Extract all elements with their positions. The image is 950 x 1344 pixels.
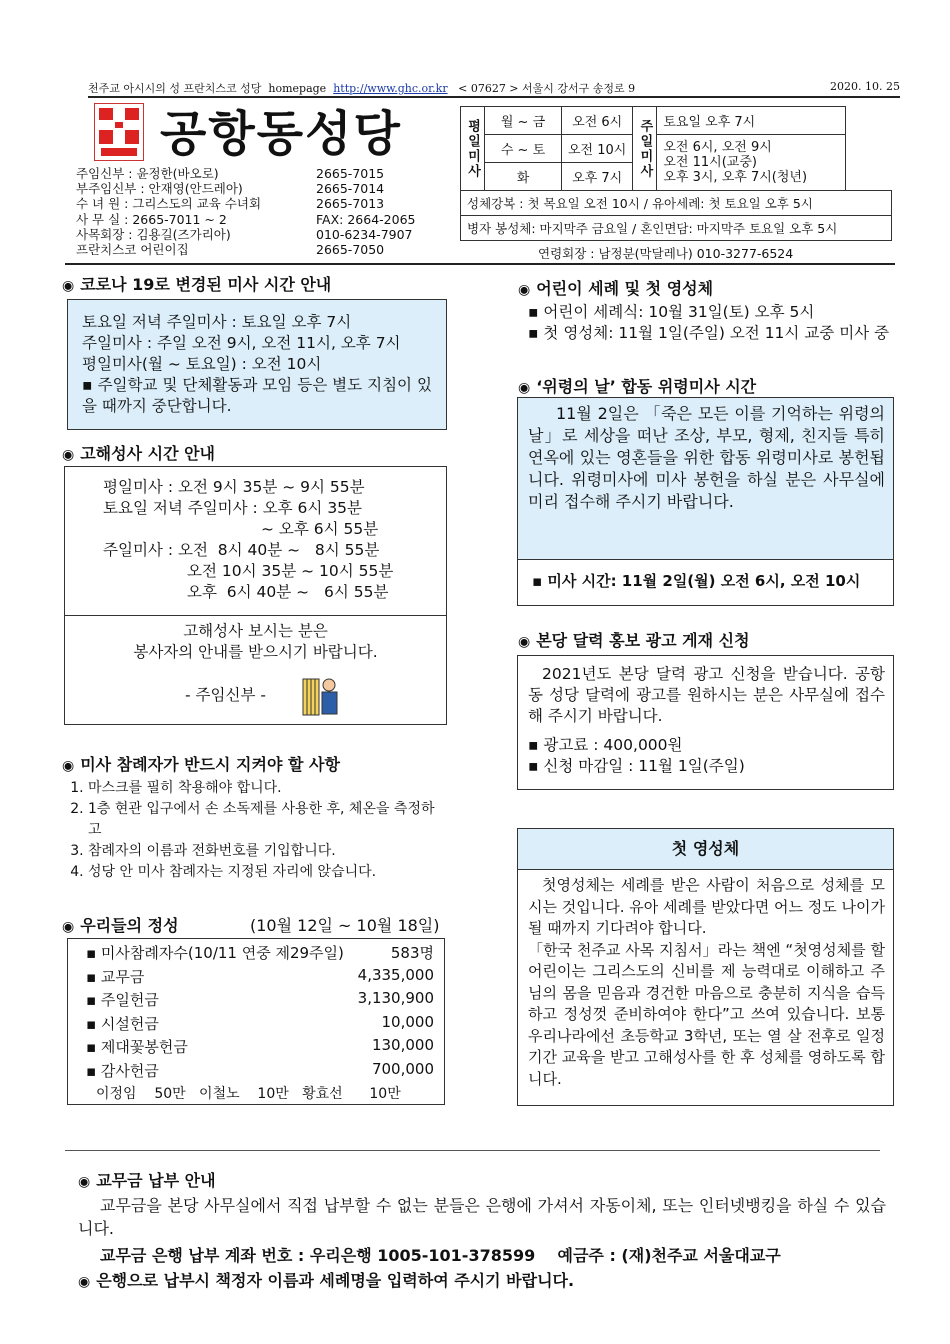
weekday-mass-label: 평일미사	[461, 107, 485, 191]
baptism-heading: ◉ 어린이 세례 및 첫 영성체	[518, 279, 714, 298]
first-communion-heading: 첫 영성체	[518, 829, 893, 870]
list-item: 3. 참례자의 이름과 전화번호를 기입합니다.	[88, 841, 446, 862]
homepage-link[interactable]: http://www.ghc.or.kr	[333, 82, 448, 95]
calendar-heading: ◉ 본당 달력 홍보 광고 게재 신청	[518, 631, 750, 650]
footer-divider	[65, 1150, 880, 1151]
sunday-mass-label: 주일미사	[633, 107, 657, 191]
offerings-heading: ◉ 우리들의 정성	[62, 916, 179, 935]
tithe-heading: ◉ 교무금 납부 안내	[78, 1171, 216, 1190]
table-row: ▪ 주일헌금 3,130,900	[86, 989, 434, 1009]
header-info-line	[88, 80, 900, 96]
pastor-signature: - 주임신부 -	[185, 686, 266, 704]
confession-note: 고해성사 보시는 분은 봉사자의 안내를 받으시기 바랍니다.	[133, 622, 378, 661]
first-communion-box	[517, 828, 894, 1106]
header-divider-bottom	[65, 263, 895, 265]
list-item: 1. 마스크를 필히 착용해야 합니다.	[88, 778, 446, 799]
parish-logo	[94, 103, 144, 161]
table-row: ▪ 감사헌금 700,000	[86, 1059, 434, 1080]
table-row: ▪ 시설헌금 10,000	[86, 1012, 434, 1033]
rules-heading: ◉ 미사 참례자가 반드시 지켜야 할 사항	[62, 755, 340, 774]
calendar-deadline: ▪ 신청 마감일 : 11월 1일(주일)	[528, 757, 745, 775]
offerings-period: (10월 12일 ~ 10월 18일)	[250, 916, 440, 935]
table-row: ▪ 미사참례자수(10/11 연중 제29주일) 583명	[86, 944, 434, 962]
calendar-fee: ▪ 광고료 : 400,000원	[528, 736, 683, 754]
corona-box: 토요일 저녁 주일미사 : 토요일 오후 7시 주일미사 : 주일 오전 9시, 오전 11시, 오후 7시 평일미사(월 ~ 토요일) : 오전 10시 ▪ 주일학교 및 단체활동과 모임 등은 별도 지침이 있을 때까지 중단합니다.	[67, 299, 447, 430]
tithe-note: ◉ 은행으로 납부시 책정자 이름과 세례명을 입력하여 주시기 바랍니다.	[78, 1271, 575, 1290]
memorial-box	[517, 397, 894, 606]
calendar-body: 2021년도 본당 달력 광고 신청을 받습니다. 공항동 성당 달력에 광고를 원하시는 분은 사무실에 접수해 주시기 바랍니다.	[528, 665, 885, 725]
tithe-body: 교무금을 본당 사무실에서 직접 납부할 수 없는 분들은 은행에 가셔서 자동이체, 또는 인터넷뱅킹을 하실 수 있습니다.	[78, 1196, 886, 1238]
memorial-time: ▪ 미사 시간: 11월 2일(월) 오전 6시, 오전 10시	[532, 572, 861, 590]
confession-box	[64, 466, 447, 725]
tithe-account: 교무금 은행 납부 계좌 번호 : 우리은행 1005-101-378599 예금주 : (재)천주교 서울대교구	[100, 1246, 781, 1265]
baptism-details: ▪ 어린이 세례식: 10월 31일(토) 오후 5시 ▪ 첫 영성체: 11월 1일(주일) 오전 11시 교중 미사 중	[528, 303, 890, 342]
offerings-table	[67, 938, 445, 1105]
list-item: 4. 성당 안 미사 참례자는 지정된 자리에 앉습니다.	[88, 862, 446, 883]
confession-times: 평일미사 : 오전 9시 35분 ~ 9시 55분 토요일 저녁 주일미사 : 오후 6시 35분 ~ 오후 6시 55분 주일미사 : 오전 8시 40분 ~ 8시 55분 오전 10시 35분 ~ 10시 55분 오후 6시 40분 ~ 6시 55분	[103, 478, 394, 601]
memorial-heading: ◉ ‘위령의 날’ 합동 위령미사 시간	[518, 377, 757, 396]
sunday-mass-times: 오전 6시, 오전 9시 오전 11시(교중) 오후 3시, 오후 7시(청년)	[657, 135, 846, 191]
table-row: ▪ 제대꽃봉헌금 130,000	[86, 1036, 434, 1056]
corona-heading: ◉ 코로나 19로 변경된 미사 시간 안내	[62, 275, 332, 294]
memorial-body: 11월 2일은 「죽은 모든 이를 기억하는 위령의 날」로 세상을 떠난 조상, 부모, 형제, 친지들 특히 연옥에 있는 영혼들을 위한 합동 위령미사로 봉헌됩니다. 위령미사에 미사 봉헌을 하실 분은 사무실에 미리 접수해 주시기 바랍니다.	[518, 398, 893, 560]
page-title: 공항동성당	[160, 106, 402, 162]
parish-info: 천주교 아시시의 성 프란치스코 성당	[88, 82, 262, 95]
confession-divider	[65, 615, 446, 616]
address: < 07627 > 서울시 강서구 송정로 9	[458, 82, 636, 95]
homepage-label: homepage	[268, 82, 327, 95]
issue-date: 2020. 10. 25	[830, 80, 900, 93]
first-communion-body: 첫영성체는 세례를 받은 사람이 처음으로 성체를 모시는 것입니다. 유아 세례를 받았다면 어느 정도 나이가 될 때까지 기다려야 합니다. 「한국 천주교 사목 지침서」라는 책엔 “첫영성체를 할 어린이는 그리스도의 신비를 제 능력대로 이해하고 주님의 몸을 믿음과 경건한 마음으로 충분히 지식을 습득하고 정성껏 준비하여야 한다”고 쓰여 있습니다. 보통 우리나라에선 초등학교 3학년, 또는 열 살 전후로 일정 기간 교육을 받고 고해성사를 한 후 성체를 영하도록 합니다.	[528, 876, 885, 1088]
mass-schedule-table: 평일미사 월 ~ 금 오전 6시 주일미사 토요일 오후 7시 수 ~ 토 오전 10시 오전 6시, 오전 9시 오전 11시(교중) 오후 3시, 오후 7시(청년) 화 오후 7시	[460, 106, 846, 191]
priest-illustration-icon	[301, 673, 341, 717]
calendar-box	[517, 655, 894, 790]
church-emblem-icon	[95, 104, 143, 160]
rules-list	[66, 778, 446, 883]
contact-line: 연령회장 : 남정분(막달레나) 010-3277-6524	[538, 246, 794, 261]
table-row: ▪ 교무금 4,335,000	[86, 965, 434, 986]
confession-heading: ◉ 고해성사 시간 안내	[62, 444, 216, 463]
list-item: 2. 1층 현관 입구에서 손 소독제를 사용한 후, 체온을 측정하고	[88, 799, 446, 841]
donor-list: 이정임 50만 이철노 10만 황효선 10만	[96, 1086, 401, 1102]
sacrament-notice-box: 성체강복 : 첫 목요일 오전 10시 / 유아세례: 첫 토요일 오후 5시 병자 봉성체: 마지막주 금요일 / 혼인면담: 마지막주 토요일 오후 5시	[460, 190, 892, 241]
